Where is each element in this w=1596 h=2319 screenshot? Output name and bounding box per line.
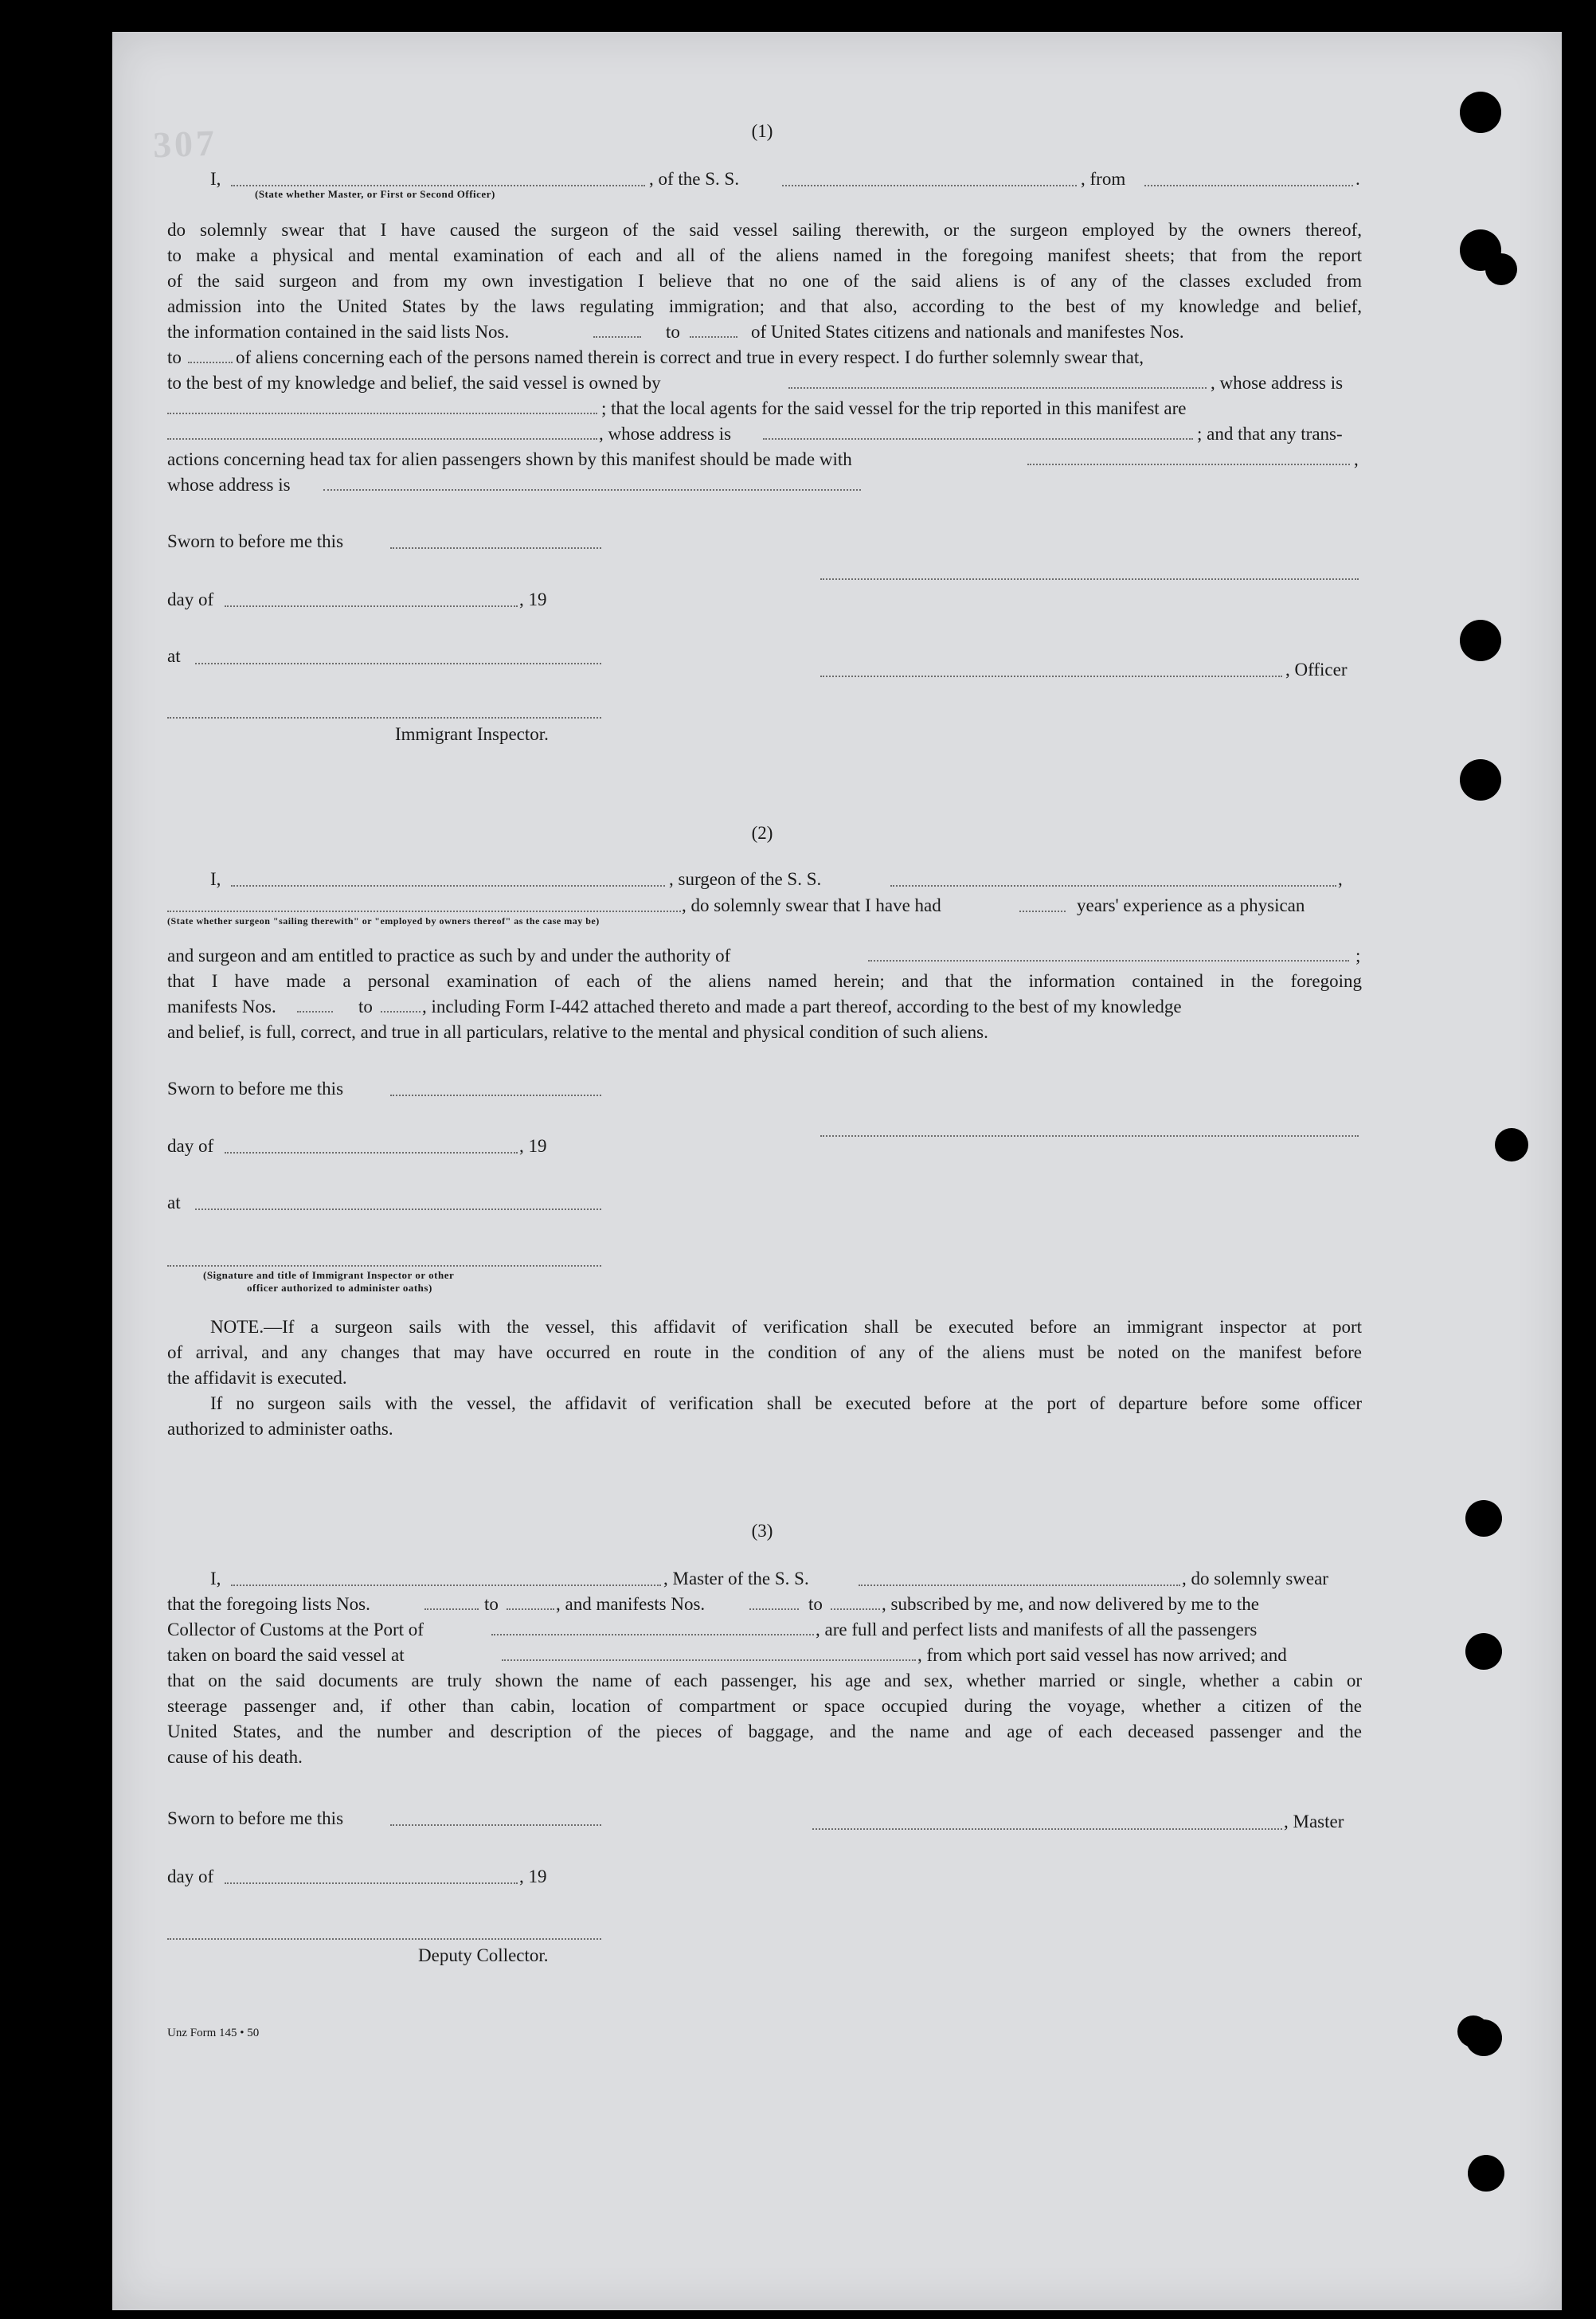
s2-line5-to: to bbox=[358, 997, 373, 1017]
s3-paragraph-line: that on the said documents are truly shown the name of each passenger, his age and sex, whether married or single, whether a cabin or bbox=[167, 1671, 1362, 1690]
s1-owner-address-field[interactable] bbox=[167, 413, 597, 414]
s3-vessel-field[interactable] bbox=[859, 1585, 1180, 1586]
s2-line4: that I have made a personal examination of each of the aliens named herein; and that the information contained in the foregoing bbox=[167, 971, 1362, 991]
punch-hole bbox=[1465, 1500, 1502, 1537]
s1-paragraph-line: to make a physical and mental examination of each and all of the aliens named in the foregoing manifest sheets; that from the report bbox=[167, 245, 1362, 265]
s1-sworn: Sworn to before me this bbox=[167, 531, 344, 551]
s1-owned-b: , whose address is bbox=[1211, 373, 1344, 393]
s1-from-field[interactable] bbox=[1144, 185, 1353, 186]
s2-line5-a: manifests Nos. bbox=[167, 997, 276, 1017]
s3-taken-at-field[interactable] bbox=[502, 1659, 916, 1661]
s1-actions: actions concerning head tax for alien passengers shown by this manifest should be made with bbox=[167, 449, 852, 469]
s3-lists-from-field[interactable] bbox=[424, 1608, 479, 1610]
s3-sworn-date-field[interactable] bbox=[390, 1824, 601, 1826]
s2-surgeon-of-ss: , surgeon of the S. S. bbox=[669, 869, 822, 889]
s3-lists-to-field[interactable] bbox=[507, 1608, 554, 1610]
s2-note-line: authorized to administer oaths. bbox=[167, 1419, 393, 1439]
s2-authority-field[interactable] bbox=[868, 960, 1349, 962]
s2-years-field[interactable] bbox=[1019, 911, 1066, 912]
s1-lists-to-field[interactable] bbox=[690, 336, 737, 338]
s2-note-line: the affidavit is executed. bbox=[167, 1368, 347, 1388]
s2-day-of: day of bbox=[167, 1136, 214, 1156]
s2-line3-end: ; bbox=[1355, 946, 1361, 966]
s2-years: years' experience as a physican bbox=[1077, 895, 1305, 915]
s2-signature-note-2: officer authorized to administer oaths) bbox=[247, 1282, 432, 1294]
s1-inspector: Immigrant Inspector. bbox=[395, 724, 549, 744]
s3-nineteen: , 19 bbox=[519, 1867, 547, 1886]
s1-agents-field[interactable] bbox=[167, 438, 597, 440]
s1-lists-to: to bbox=[666, 322, 680, 342]
s3-manifest-to-field[interactable] bbox=[831, 1608, 880, 1610]
punch-hole bbox=[1465, 1633, 1502, 1670]
s3-manifest-from-field[interactable] bbox=[749, 1608, 799, 1610]
s2-line1-end: , bbox=[1338, 869, 1343, 889]
s1-trans: ; and that any trans- bbox=[1197, 424, 1343, 444]
punch-hole bbox=[1460, 92, 1501, 133]
s2-note-line: If no surgeon sails with the vessel, the affidavit of verification shall be executed before at the port of departure before some officer bbox=[210, 1393, 1362, 1413]
s3-i: I, bbox=[210, 1569, 221, 1588]
s3-line2-to1: to bbox=[484, 1594, 499, 1614]
s1-lists-a: the information contained in the said lists Nos. bbox=[167, 322, 510, 342]
s1-day-of: day of bbox=[167, 590, 214, 609]
s1-head-tax-field[interactable] bbox=[1027, 464, 1350, 465]
s2-signature-note-1: (Signature and title of Immigrant Inspector or other bbox=[203, 1269, 455, 1281]
s1-vessel-field[interactable] bbox=[782, 185, 1077, 186]
s1-at-field[interactable] bbox=[195, 663, 601, 664]
s1-officer: , Officer bbox=[1285, 660, 1348, 680]
s2-swear: , do solemnly swear that I have had bbox=[682, 895, 941, 915]
s3-master-of-ss: , Master of the S. S. bbox=[663, 1569, 809, 1588]
s3-day-of: day of bbox=[167, 1867, 214, 1886]
s1-signature-line[interactable] bbox=[820, 578, 1359, 580]
s2-manifest-from-field[interactable] bbox=[297, 1011, 333, 1013]
s1-inspector-line[interactable] bbox=[167, 717, 601, 719]
punch-hole bbox=[1468, 2155, 1504, 2192]
s1-paragraph-line: do solemnly swear that I have caused the surgeon of the said vessel sailing therewith, or the surgeon employed by the owners thereof, bbox=[167, 220, 1362, 240]
s1-from: , from bbox=[1081, 169, 1126, 189]
s2-signature-line[interactable] bbox=[820, 1135, 1359, 1137]
punch-hole bbox=[1495, 1128, 1528, 1161]
s3-day-field[interactable] bbox=[225, 1882, 518, 1884]
s3-paragraph-line: United States, and the number and description of the pieces of baggage, and the name and age of each deceased passenger and the bbox=[167, 1722, 1362, 1741]
s3-master-signature-line[interactable] bbox=[812, 1828, 1282, 1830]
s1-officer-name-field[interactable] bbox=[231, 185, 645, 186]
s1-nineteen: , 19 bbox=[519, 590, 547, 609]
s3-line2-to2: to bbox=[808, 1594, 823, 1614]
s2-surgeon-name-field[interactable] bbox=[231, 885, 665, 887]
punch-hole bbox=[1485, 253, 1517, 285]
s2-note-line: of arrival, and any changes that may have occurred en route in the condition of any of the aliens must be noted on the manifest before bbox=[167, 1342, 1362, 1362]
s2-note-line: NOTE.—If a surgeon sails with the vessel, this affidavit of verification shall be executed before an immigrant inspector at port bbox=[210, 1317, 1362, 1337]
section-3-number: (3) bbox=[751, 1521, 773, 1541]
s1-i: I, bbox=[210, 169, 221, 189]
s3-line2-a: that the foregoing lists Nos. bbox=[167, 1594, 370, 1614]
s3-master-name-field[interactable] bbox=[231, 1585, 661, 1586]
s1-aliens-to-field[interactable] bbox=[188, 362, 233, 363]
s3-line3-b: , are full and perfect lists and manifests of all the passengers bbox=[816, 1620, 1258, 1639]
s3-line3-a: Collector of Customs at the Port of bbox=[167, 1620, 424, 1639]
s1-at: at bbox=[167, 646, 181, 666]
s2-manifest-to-field[interactable] bbox=[381, 1011, 421, 1013]
s1-lists-b: of United States citizens and nationals and manifestes Nos. bbox=[751, 322, 1184, 342]
s1-paragraph-line: admission into the United States by the laws regulating immigration; and that also, according to the best of my knowledge and belief, bbox=[167, 296, 1362, 316]
form-number: Unz Form 145 • 50 bbox=[167, 2027, 260, 2039]
s3-line4-b: , from which port said vessel has now arrived; and bbox=[917, 1645, 1287, 1665]
s1-aliens-b: of aliens concerning each of the persons named therein is correct and true in every respect. I do further solemnly swear that, bbox=[236, 347, 1144, 367]
faded-page-stamp: 307 bbox=[152, 122, 218, 166]
s2-sworn: Sworn to before me this bbox=[167, 1079, 344, 1099]
s3-sworn: Sworn to before me this bbox=[167, 1808, 344, 1828]
s3-deputy-line[interactable] bbox=[167, 1938, 601, 1940]
s1-whose-address: , whose address is bbox=[599, 424, 732, 444]
s1-aliens-to: to bbox=[167, 347, 182, 367]
s1-actions-end: , bbox=[1354, 449, 1359, 469]
s1-day-field[interactable] bbox=[225, 605, 518, 607]
s1-line1-end: . bbox=[1355, 169, 1360, 189]
s2-line6: and belief, is full, correct, and true in all particulars, relative to the mental and physical condition of such aliens. bbox=[167, 1022, 988, 1042]
punch-hole bbox=[1457, 2015, 1489, 2047]
s2-line3: and surgeon and am entitled to practice as such by and under the authority of bbox=[167, 946, 731, 966]
s1-whose: whose address is bbox=[167, 475, 291, 495]
section-1-number: (1) bbox=[751, 121, 773, 141]
s1-owned-a: to the best of my knowledge and belief, the said vessel is owned by bbox=[167, 373, 661, 393]
s3-paragraph-line: steerage passenger and, if other than cabin, location of compartment or space occupied during the voyage, whether a citizen of the bbox=[167, 1696, 1362, 1716]
s1-owner-field[interactable] bbox=[788, 387, 1207, 389]
s2-line5-b: , including Form I-442 attached thereto and made a part thereof, according to the best of my knowledge bbox=[422, 997, 1182, 1017]
s1-sworn-date-field[interactable] bbox=[390, 547, 601, 549]
s1-officer-note: (State whether Master, or First or Second Officer) bbox=[255, 188, 495, 200]
s2-inspector-line[interactable] bbox=[167, 1265, 601, 1267]
s1-officer-line[interactable] bbox=[820, 676, 1282, 677]
s1-head-tax-address-field[interactable] bbox=[323, 489, 861, 491]
s3-deputy: Deputy Collector. bbox=[418, 1945, 549, 1965]
s2-vessel-field[interactable] bbox=[890, 885, 1336, 887]
s1-agents-address-field[interactable] bbox=[763, 438, 1193, 440]
s3-line2-b: , and manifests Nos. bbox=[556, 1594, 706, 1614]
s2-nineteen: , 19 bbox=[519, 1136, 547, 1156]
s2-surgeon-type-field[interactable] bbox=[167, 911, 681, 912]
s2-at: at bbox=[167, 1193, 181, 1212]
s1-of-the-ss: , of the S. S. bbox=[649, 169, 740, 189]
s3-line2-c: , subscribed by me, and now delivered by me to the bbox=[882, 1594, 1259, 1614]
punch-hole bbox=[1460, 620, 1501, 661]
s3-line4-a: taken on board the said vessel at bbox=[167, 1645, 405, 1665]
s2-sworn-date-field[interactable] bbox=[390, 1095, 601, 1096]
s1-paragraph-line: of the said surgeon and from my own investigation I believe that no one of the said aliens is of any of the classes excluded from bbox=[167, 271, 1362, 291]
s3-port-field[interactable] bbox=[491, 1634, 814, 1635]
s2-day-field[interactable] bbox=[225, 1152, 518, 1154]
s2-i: I, bbox=[210, 869, 221, 889]
section-2-number: (2) bbox=[751, 823, 773, 843]
s2-surgeon-note: (State whether surgeon "sailing therewith" or "employed by owners thereof" as the case may be) bbox=[167, 915, 600, 926]
s3-master: , Master bbox=[1284, 1812, 1344, 1831]
s1-lists-from-field[interactable] bbox=[593, 336, 641, 338]
s3-swear: , do solemnly swear bbox=[1182, 1569, 1328, 1588]
s2-at-field[interactable] bbox=[195, 1208, 601, 1210]
punch-hole bbox=[1460, 759, 1501, 801]
s1-agents: ; that the local agents for the said vessel for the trip reported in this manifest are bbox=[601, 398, 1187, 418]
s3-last-line: cause of his death. bbox=[167, 1747, 303, 1767]
